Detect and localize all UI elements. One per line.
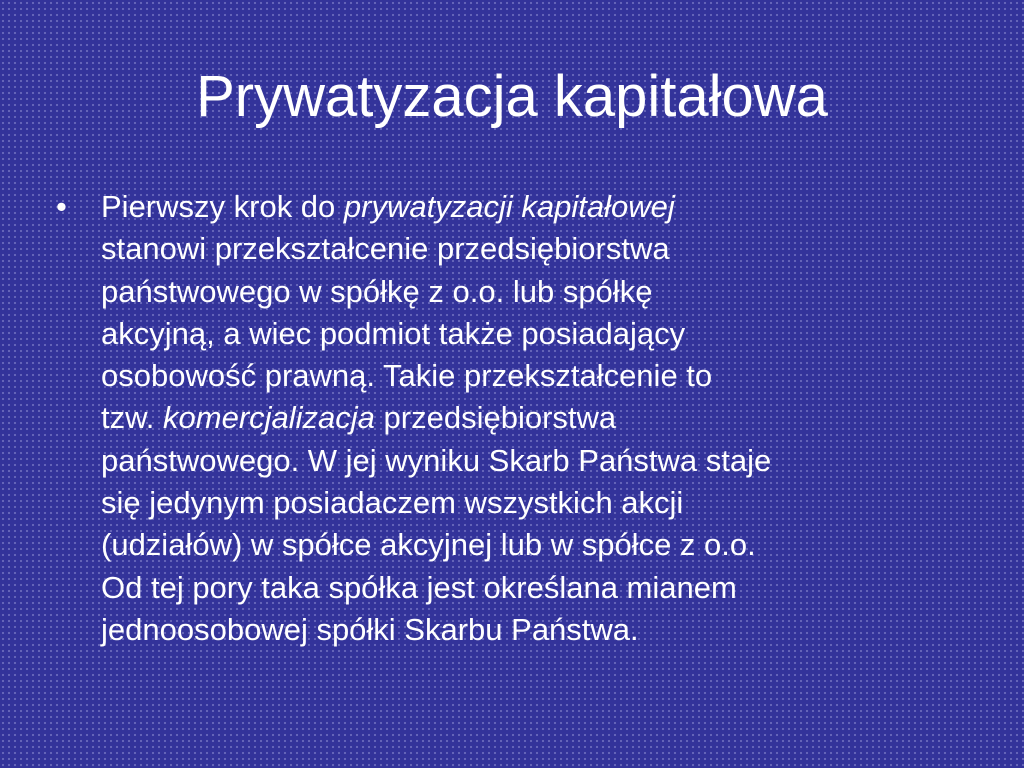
body-line-9 (101, 524, 976, 566)
bullet-item (56, 186, 976, 651)
bullet-point-icon: • (56, 189, 67, 224)
italic-term: prywatyzacji kapitałowej (343, 189, 675, 224)
body-line-8 (101, 482, 976, 524)
text-run: akcyjną, a wiec podmiot także posiadający (101, 315, 686, 351)
text-run: jednoosobowej spółki Skarbu Państwa. (101, 611, 639, 647)
body-line-4 (101, 313, 976, 355)
text-run: Pierwszy krok do (101, 189, 344, 224)
body-line-5 (101, 355, 976, 397)
slide-body (56, 186, 976, 651)
body-line-2 (101, 228, 976, 270)
text-run: państwowego w spółkę z o.o. lub spółkę (101, 273, 653, 309)
text-run: państwowego. W jej wyniku Skarb Państwa staje (101, 442, 772, 478)
text-run: Od tej pory taka spółka jest określana mianem (101, 569, 737, 605)
body-line-1 (101, 186, 976, 228)
italic-term: komercjalizacja (163, 400, 375, 436)
text-run: (udziałów) w spółce akcyjnej lub w spółce z o.o. (101, 527, 756, 563)
text-run: przedsiębiorstwa (374, 400, 617, 436)
body-line-6 (101, 397, 976, 439)
text-run: się jedynym posiadaczem wszystkich akcji (101, 485, 684, 521)
body-line-10 (101, 567, 976, 609)
text-run: stanowi przekształcenie przedsiębiorstwa (101, 231, 670, 267)
text-run: tzw. (101, 400, 164, 436)
slide-title: Prywatyzacja kapitałowa (196, 64, 828, 129)
text-run: osobowość prawną. Takie przekształcenie to (101, 358, 713, 394)
body-line-11 (101, 609, 976, 651)
body-line-7 (101, 440, 976, 482)
body-line-3 (101, 271, 976, 313)
